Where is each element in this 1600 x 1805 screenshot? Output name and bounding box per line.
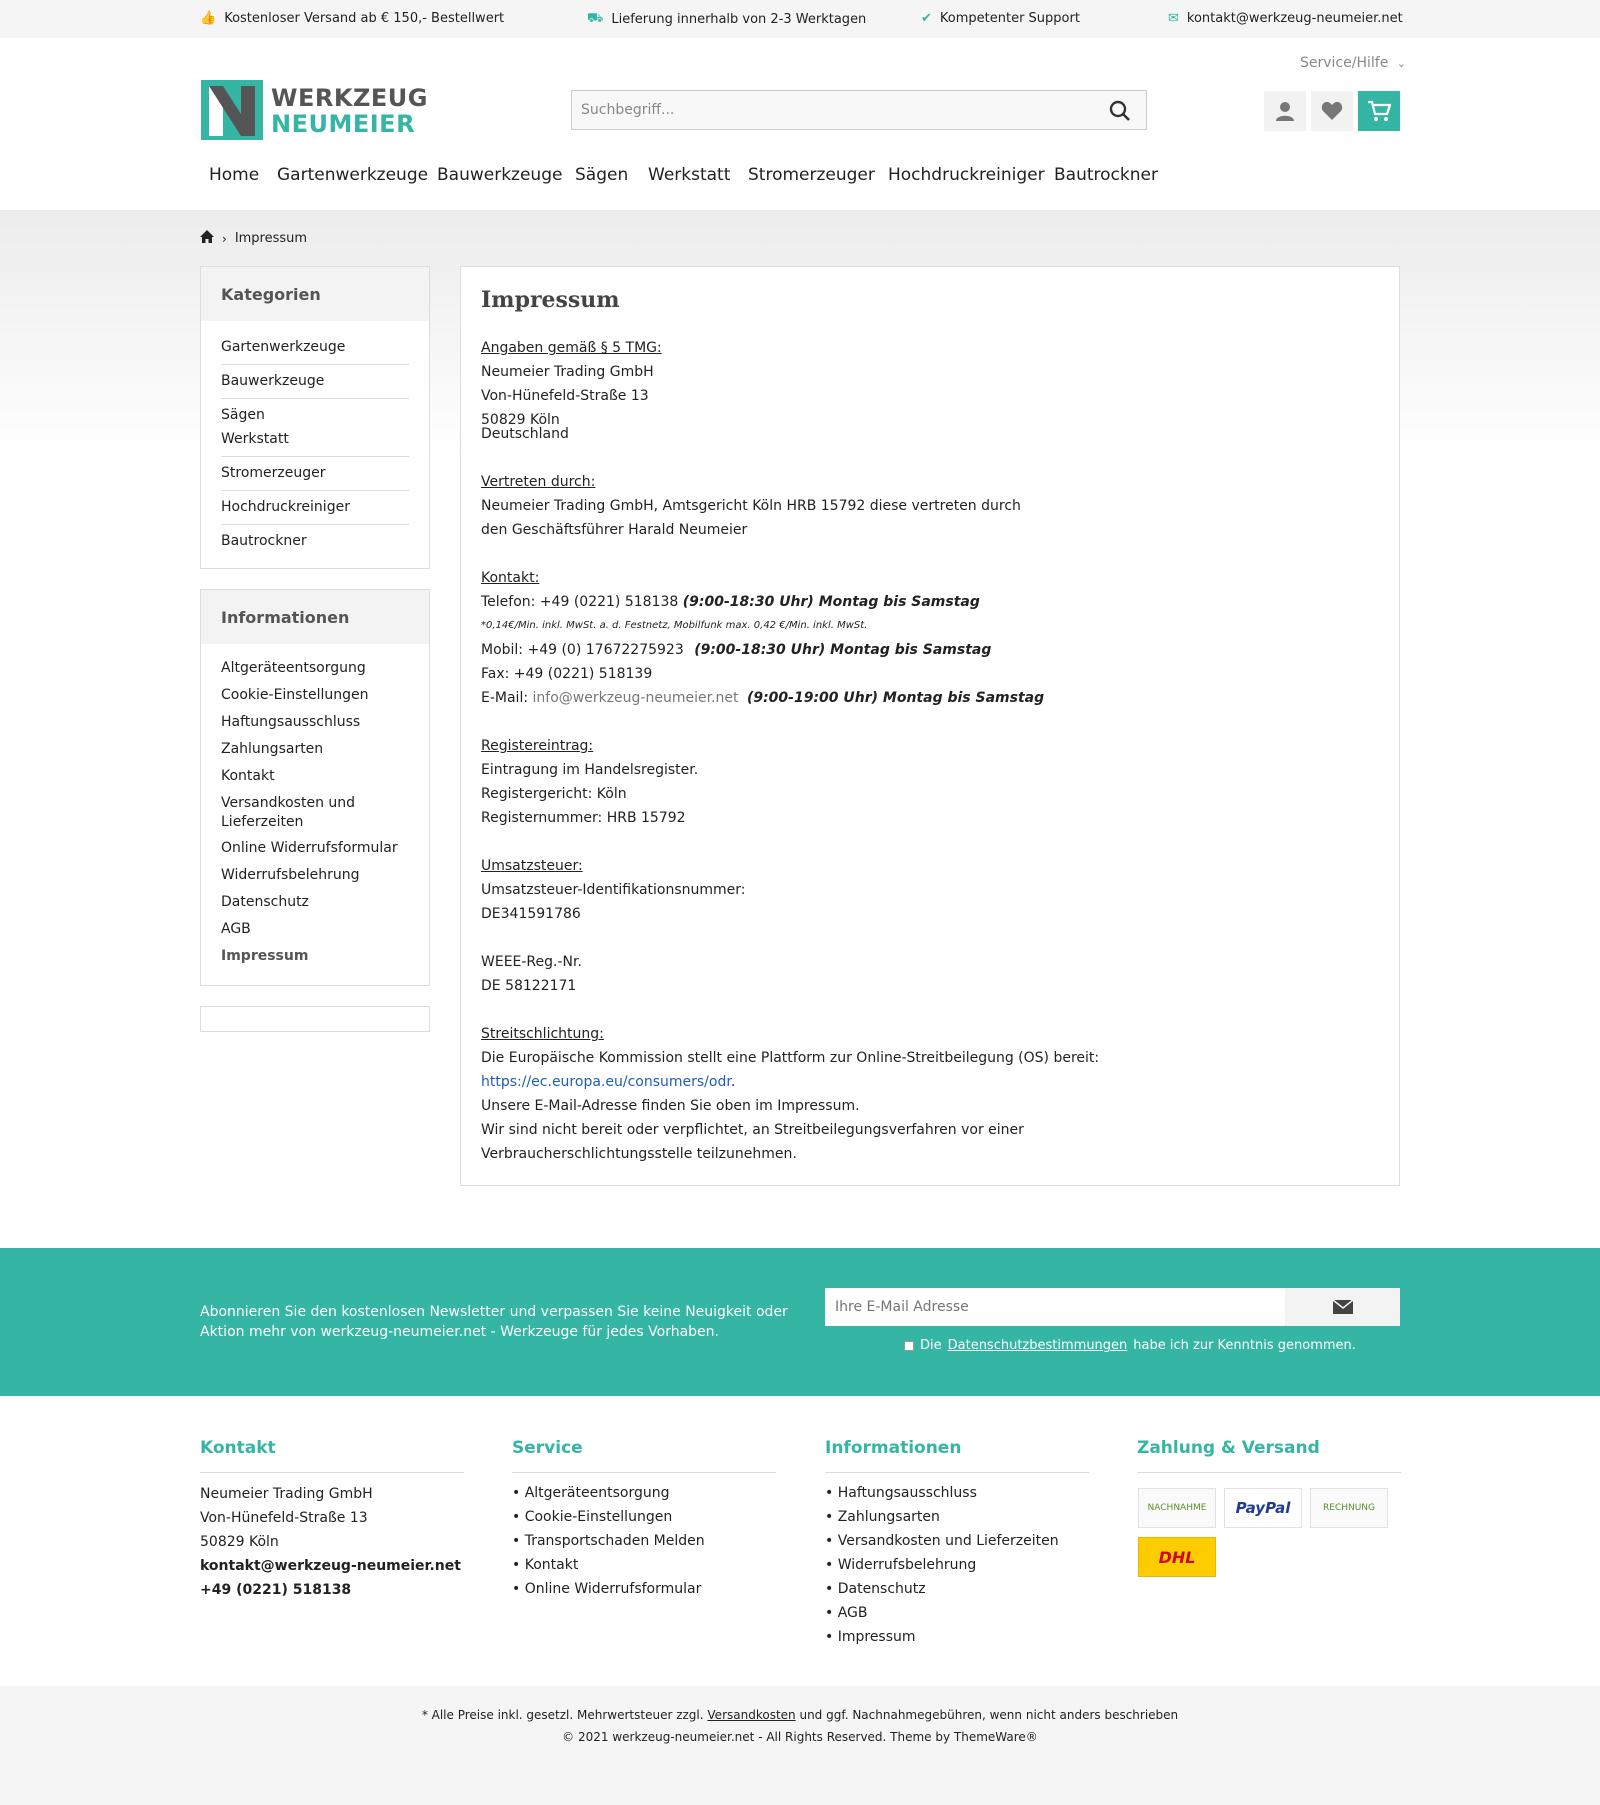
cart-button[interactable]: [1358, 91, 1400, 131]
newsletter-email-input[interactable]: [825, 1288, 1285, 1326]
envelope-icon: ✉: [1168, 11, 1179, 26]
text-line: Neumeier Trading GmbH: [481, 364, 654, 380]
footer-service-item[interactable]: • Altgeräteentsorgung: [512, 1485, 670, 1501]
category-item[interactable]: Sägen: [221, 407, 265, 423]
category-item[interactable]: Bautrockner: [221, 533, 307, 549]
payment-nachnahme-logo: NACHNAHME: [1138, 1488, 1216, 1528]
footer-info-item[interactable]: • Versandkosten und Lieferzeiten: [825, 1533, 1059, 1549]
info-item[interactable]: Datenschutz: [221, 894, 309, 910]
check-icon: ✔: [921, 11, 932, 26]
search-box: [571, 90, 1147, 130]
payment-rechnung-logo: RECHNUNG: [1310, 1488, 1388, 1528]
footer-info-item[interactable]: • Widerrufsbelehrung: [825, 1557, 977, 1573]
text-line: 50829 Köln: [481, 412, 560, 428]
info-item[interactable]: AGB: [221, 921, 251, 937]
footer-info-item[interactable]: • AGB: [825, 1605, 868, 1621]
text-line: Eintragung im Handelsregister.: [481, 762, 699, 778]
wishlist-button[interactable]: [1311, 91, 1353, 131]
nav-stromerzeuger[interactable]: Stromerzeuger: [748, 165, 875, 185]
breadcrumb-current: Impressum: [234, 231, 308, 246]
envelope-icon: [1333, 1300, 1353, 1314]
info-item[interactable]: Altgeräteentsorgung: [221, 660, 366, 676]
footer-service-item[interactable]: • Cookie-Einstellungen: [512, 1509, 673, 1525]
mobile-line: Mobil: +49 (0) 17672275923 (9:00-18:30 Uhr) Montag bis Samstag: [481, 642, 992, 658]
service-help-dropdown[interactable]: Service/Hilfe ⌄: [1300, 55, 1406, 71]
info-item[interactable]: Cookie-Einstellungen: [221, 687, 369, 703]
footer-info-item[interactable]: • Haftungsausschluss: [825, 1485, 977, 1501]
newsletter-text: Abonnieren Sie den kostenlosen Newsletter und verpassen Sie keine Neuigkeit oder Aktion mehr von werkzeug-neumeier.net - Werkzeuge für jedes Vorhaben.: [200, 1304, 788, 1340]
category-item[interactable]: Hochdruckreiniger: [221, 499, 350, 515]
text-line: WEEE-Reg.-Nr.: [481, 954, 582, 970]
text-line: Unsere E-Mail-Adresse finden Sie oben im Impressum.: [481, 1098, 860, 1114]
nav-hochdruckreiniger[interactable]: Hochdruckreiniger: [888, 165, 1045, 185]
categories-panel: [200, 266, 430, 569]
copyright: © 2021 werkzeug-neumeier.net - All Rights Reserved. Theme by ThemeWare®: [562, 1730, 1038, 1744]
topbar-email[interactable]: ✉ kontakt@werkzeug-neumeier.net: [1168, 11, 1403, 26]
empty-sidebar-box: [200, 1006, 430, 1032]
cart-icon: [1367, 100, 1391, 122]
page-title: Impressum: [481, 287, 620, 313]
footer-kontakt-phone[interactable]: +49 (0221) 518138: [200, 1582, 352, 1598]
footer-bottom: [0, 1686, 1600, 1805]
information-title: Informationen: [201, 590, 429, 644]
text-line: DE 58122171: [481, 978, 577, 994]
text-line: Neumeier Trading GmbH, Amtsgericht Köln HRB 15792 diese vertreten durch: [481, 498, 1021, 514]
email-line: E-Mail: info@werkzeug-neumeier.net (9:00-19:00 Uhr) Montag bis Samstag: [481, 690, 1045, 706]
footer-service-item[interactable]: • Transportschaden Melden: [512, 1533, 705, 1549]
text-line: Von-Hünefeld-Straße 13: [481, 388, 649, 404]
logo-text-line2: NEUMEIER: [271, 110, 416, 138]
fax-line: Fax: +49 (0221) 518139: [481, 666, 653, 682]
nav-saegen[interactable]: Sägen: [575, 165, 629, 185]
truck-icon: ⛟: [587, 11, 604, 26]
footer-info-item[interactable]: • Datenschutz: [825, 1581, 926, 1597]
footer-service-title: Service: [512, 1438, 583, 1458]
text-line: Registergericht: Köln: [481, 786, 627, 802]
footer-service-item[interactable]: • Kontakt: [512, 1557, 579, 1573]
logo-n-icon: [201, 80, 263, 140]
section-heading: Vertreten durch:: [481, 474, 596, 490]
info-item[interactable]: Widerrufsbelehrung: [221, 867, 360, 883]
text-line: Registernummer: HRB 15792: [481, 810, 686, 826]
section-heading: Angaben gemäß § 5 TMG:: [481, 340, 662, 356]
footer-info-title: Informationen: [825, 1438, 962, 1458]
category-item[interactable]: Stromerzeuger: [221, 465, 326, 481]
logo-text-line1: WERKZEUG: [271, 84, 428, 112]
footer-service-item[interactable]: • Online Widerrufsformular: [512, 1581, 702, 1597]
footer-kontakt-email[interactable]: kontakt@werkzeug-neumeier.net: [200, 1558, 461, 1574]
info-item-active[interactable]: Impressum: [221, 948, 309, 964]
information-panel: [200, 589, 430, 986]
nav-gartenwerkzeuge[interactable]: Gartenwerkzeuge: [277, 165, 429, 185]
legal-note: * Alle Preise inkl. gesetzl. Mehrwertsteuer zzgl. Versandkosten und ggf. Nachnahmegebühren, wenn nicht anders beschrieben: [421, 1708, 1179, 1722]
thumbs-up-icon: 👍: [200, 11, 217, 26]
category-item[interactable]: Werkstatt: [221, 431, 289, 447]
nav-home[interactable]: Home: [209, 165, 260, 185]
info-item[interactable]: Versandkosten und Lieferzeiten: [221, 795, 356, 830]
footer-info-item[interactable]: • Impressum: [825, 1629, 916, 1645]
footer-kontakt-line: 50829 Köln: [200, 1534, 279, 1550]
footer-payment-title: Zahlung & Versand: [1137, 1438, 1320, 1458]
email-link[interactable]: info@werkzeug-neumeier.net: [532, 690, 739, 706]
payment-paypal-logo: PayPal: [1224, 1488, 1302, 1528]
account-button[interactable]: [1264, 91, 1306, 131]
text-line: Verbraucherschlichtungsstelle teilzunehmen.: [481, 1146, 797, 1162]
privacy-link[interactable]: Datenschutzbestimmungen: [947, 1338, 1128, 1353]
nav-bauwerkzeuge[interactable]: Bauwerkzeuge: [437, 165, 563, 185]
chevron-right-icon: ›: [222, 231, 227, 246]
category-item[interactable]: Gartenwerkzeuge: [221, 339, 346, 355]
user-icon: [1274, 100, 1296, 122]
nav-werkstatt[interactable]: Werkstatt: [648, 165, 731, 185]
logo[interactable]: [201, 80, 428, 140]
search-input[interactable]: [572, 91, 1092, 129]
text-line: Wir sind nicht bereit oder verpflichtet, an Streitbeilegungsverfahren vor einer: [481, 1122, 1024, 1138]
text-line: Deutschland: [481, 426, 569, 442]
category-item[interactable]: Bauwerkzeuge: [221, 373, 325, 389]
info-item[interactable]: Kontakt: [221, 768, 275, 784]
topbar-shipping: 👍 Kostenloser Versand ab € 150,- Bestellwert: [200, 11, 505, 26]
footer-kontakt-line: Neumeier Trading GmbH: [200, 1486, 373, 1502]
text-line: Umsatzsteuer-Identifikationsnummer:: [481, 882, 746, 898]
section-heading: Umsatzsteuer:: [481, 858, 583, 874]
newsletter-section: [0, 1248, 1600, 1396]
newsletter-submit-button[interactable]: [1285, 1288, 1400, 1326]
info-item[interactable]: Haftungsausschluss: [221, 714, 361, 730]
footer-kontakt-line: Von-Hünefeld-Straße 13: [200, 1510, 368, 1526]
search-button[interactable]: [1108, 99, 1132, 123]
phone-note: *0,14€/Min. inkl. MwSt. a. d. Festnetz, Mobilfunk max. 0,42 €/Min. inkl. MwSt.: [481, 620, 868, 631]
info-item[interactable]: Online Widerrufsformular: [221, 840, 398, 856]
categories-title: Kategorien: [201, 267, 429, 321]
info-item[interactable]: Zahlungsarten: [221, 741, 324, 757]
privacy-checkbox[interactable]: [904, 1341, 914, 1351]
text-line: DE341591786: [481, 906, 581, 922]
odr-link[interactable]: https://ec.europa.eu/consumers/odr.: [481, 1074, 736, 1090]
heart-icon: [1321, 101, 1343, 121]
section-heading: Kontakt:: [481, 570, 540, 586]
chevron-down-icon: ⌄: [1396, 57, 1406, 70]
topbar-support: ✔ Kompetenter Support: [921, 11, 1080, 26]
footer-kontakt-title: Kontakt: [200, 1438, 276, 1458]
section-heading: Streitschlichtung:: [481, 1026, 604, 1042]
section-heading: Registereintrag:: [481, 738, 594, 754]
privacy-consent: Die Datenschutzbestimmungen habe ich zur Kenntnis genommen.: [904, 1338, 1356, 1353]
shipping-dhl-logo: DHL: [1138, 1537, 1216, 1577]
nav-bautrockner[interactable]: Bautrockner: [1054, 165, 1158, 185]
footer-info-item[interactable]: • Zahlungsarten: [825, 1509, 940, 1525]
shipping-costs-link[interactable]: Versandkosten: [707, 1708, 796, 1722]
phone-line: Telefon: +49 (0221) 518138 (9:00-18:30 Uhr) Montag bis Samstag: [481, 594, 980, 610]
search-icon: [1108, 99, 1132, 123]
impressum-content: [460, 266, 1400, 1186]
text-line: den Geschäftsführer Harald Neumeier: [481, 522, 748, 538]
home-icon[interactable]: [200, 230, 214, 247]
text-line: Die Europäische Kommission stellt eine Plattform zur Online-Streitbeilegung (OS) bereit:: [481, 1050, 1100, 1066]
breadcrumb: [200, 230, 307, 247]
topbar-delivery: ⛟ Lieferung innerhalb von 2-3 Werktagen: [587, 11, 867, 27]
